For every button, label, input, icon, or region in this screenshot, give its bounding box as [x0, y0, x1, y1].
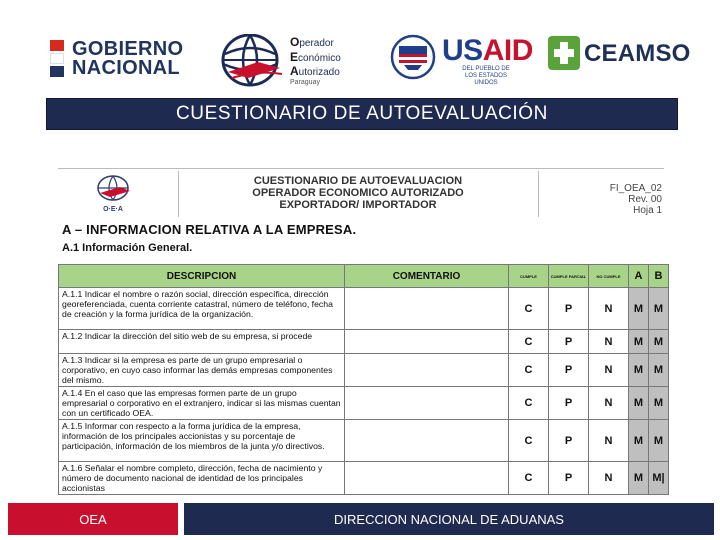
level-b: M [649, 288, 669, 330]
option-cumple[interactable]: C [509, 354, 549, 387]
usaid-logo [390, 34, 540, 86]
slide-title-bar [46, 98, 678, 130]
questionnaire-table [58, 264, 669, 495]
footer-oea-label: OEA [79, 511, 107, 527]
slide-title: CUESTIONARIO DE AUTOEVALUACIÓN [175, 103, 549, 124]
document-code-line-1: FI_OEA_02 [609, 183, 662, 194]
row-comment[interactable] [345, 462, 509, 495]
document-code [538, 171, 662, 217]
option-cumple[interactable]: C [509, 420, 549, 462]
oea-line-3: Autorizado [290, 64, 340, 78]
globe-icon [218, 34, 284, 90]
row-description: A.1.3 Indicar si la empresa es parte de un grupo empresarial o corporativo, en cuyo caso informar las demás empresas componentes del mismo. [59, 354, 345, 387]
footer-aduanas-label: DIRECCION NACIONAL DE ADUANAS [334, 511, 564, 527]
row-comment[interactable] [345, 288, 509, 330]
row-description: A.1.6 Señalar el nombre completo, dirección, fecha de nacimiento y número de documento nacional de identidad de los principales accionistas [59, 462, 345, 495]
ceamso-logo [548, 36, 691, 76]
level-b: M [649, 387, 669, 420]
table-row [59, 354, 669, 387]
footer [0, 500, 720, 540]
footer-aduanas-box [184, 503, 714, 535]
ceamso-cross-icon [548, 36, 580, 70]
document-title-line-2: OPERADOR ECONOMICO AUTORIZADO [252, 187, 464, 199]
gobierno-word: GOBIERNO [72, 38, 184, 60]
table-row [59, 420, 669, 462]
option-cumple[interactable]: C [509, 462, 549, 495]
document-title [178, 175, 538, 211]
table-row [59, 288, 669, 330]
section-a1-heading: A.1 Información General. [62, 242, 193, 254]
document-logo-text: O·E·A [103, 206, 123, 213]
col-a: A [629, 265, 649, 288]
row-description: A.1.2 Indicar la dirección del sitio web de su empresa, si procede [59, 330, 345, 354]
document-code-line-2: Rev. 00 [628, 194, 662, 205]
option-cumple-parcial[interactable]: P [549, 387, 589, 420]
option-no-cumple[interactable]: N [589, 387, 629, 420]
level-a: M [629, 462, 649, 495]
usaid-tagline: DEL PUEBLO DE LOS ESTADOS UNIDOS [462, 66, 510, 86]
level-a: M [629, 330, 649, 354]
option-cumple[interactable]: C [509, 387, 549, 420]
questionnaire-document [58, 164, 665, 493]
table-header-row [59, 265, 669, 288]
option-cumple-parcial[interactable]: P [549, 420, 589, 462]
level-a: M [629, 288, 649, 330]
option-no-cumple[interactable]: N [589, 354, 629, 387]
table-row [59, 387, 669, 420]
oea-small-globe-icon [90, 173, 136, 217]
logo-strip [0, 0, 720, 96]
col-descripcion: DESCRIPCION [59, 265, 345, 288]
col-cumple: CUMPLE [509, 265, 549, 288]
row-comment[interactable] [345, 387, 509, 420]
oea-country: Paraguay [290, 79, 320, 86]
level-b: M [649, 330, 669, 354]
usaid-seal-icon [390, 34, 436, 80]
document-oea-logo [60, 171, 179, 217]
col-b: B [649, 265, 669, 288]
nacional-word: NACIONAL [72, 57, 180, 79]
option-cumple-parcial[interactable]: P [549, 288, 589, 330]
col-comentario: COMENTARIO [345, 265, 509, 288]
option-no-cumple[interactable]: N [589, 420, 629, 462]
oea-line-1: Operador [290, 35, 334, 49]
level-a: M [629, 354, 649, 387]
row-description: A.1.1 Indicar el nombre o razón social, dirección específica, dirección georeferenciada, cuenta corriente catastral, número de teléfono, fecha de creación y la forma jurídica de la organización. [59, 288, 345, 330]
level-a: M [629, 387, 649, 420]
row-description: A.1.5 Informar con respecto a la forma jurídica de la empresa, información de los principales accionistas y su porcentaje de participación, información de los miembros de la junta y/o directivos. [59, 420, 345, 462]
option-cumple-parcial[interactable]: P [549, 462, 589, 495]
oea-line-2: Económico [290, 49, 341, 64]
col-cumple-parcial: CUMPLE PARCIAL [549, 265, 589, 288]
option-no-cumple[interactable]: N [589, 462, 629, 495]
document-title-line-3: EXPORTADOR/ IMPORTADOR [279, 199, 437, 211]
level-b: M| [649, 462, 669, 495]
option-no-cumple[interactable]: N [589, 330, 629, 354]
row-comment[interactable] [345, 420, 509, 462]
document-title-line-1: CUESTIONARIO DE AUTOEVALUACION [253, 175, 463, 187]
col-no-cumple: NO CUMPLE [589, 265, 629, 288]
gobierno-nacional-logo [50, 40, 196, 80]
operador-economico-autorizado-logo [218, 34, 368, 90]
table-row [59, 462, 669, 495]
table-row [59, 330, 669, 354]
option-cumple[interactable]: C [509, 288, 549, 330]
footer-oea-box [8, 503, 178, 535]
option-cumple-parcial[interactable]: P [549, 330, 589, 354]
option-cumple-parcial[interactable]: P [549, 354, 589, 387]
usaid-wordmark: USAID [442, 34, 533, 67]
paraguay-flag-icon [50, 40, 64, 78]
option-cumple[interactable]: C [509, 330, 549, 354]
option-no-cumple[interactable]: N [589, 288, 629, 330]
document-code-line-3: Hoja 1 [633, 205, 662, 216]
ceamso-wordmark: CEAMSO [584, 40, 691, 67]
section-a-heading: A – INFORMACION RELATIVA A LA EMPRESA. [62, 222, 357, 237]
row-description: A.1.4 En el caso que las empresas formen parte de un grupo empresarial o corporativo en el extranjero, indicar si las mismas cuentan con un certificado OEA. [59, 387, 345, 420]
document-header [58, 168, 664, 219]
row-comment[interactable] [345, 330, 509, 354]
level-b: M [649, 354, 669, 387]
level-b: M [649, 420, 669, 462]
level-a: M [629, 420, 649, 462]
row-comment[interactable] [345, 354, 509, 387]
